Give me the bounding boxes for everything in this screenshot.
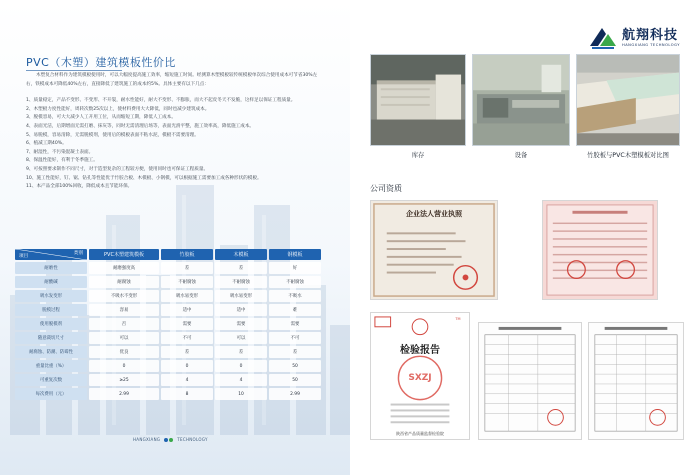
license-certificate-image (542, 200, 658, 300)
row-label: 每次费用（元） (15, 388, 87, 400)
table-cell: 需要 (269, 318, 321, 330)
table-row (15, 304, 321, 316)
photo-caption: 设备 (514, 152, 528, 159)
report-page-image (478, 322, 582, 440)
company-logo (588, 26, 680, 50)
row-label: 随意裁切尺寸 (15, 332, 87, 344)
table-cell: 适中 (161, 304, 213, 316)
table-cell: 适中 (215, 304, 267, 316)
row-label: 耐磨性 (15, 262, 87, 274)
table-cell: 不耐腐蚀 (161, 276, 213, 288)
table-row (15, 388, 321, 400)
row-label: 耐酸碱 (15, 276, 87, 288)
list-item: 4、表面光洁，后期增面无需打磨、抹灰等，同时无需清理后场等，表面光滑平整，施工效率高，降低施工成本。 (26, 123, 255, 129)
table-cell: 不吸水 (269, 290, 321, 302)
table-row (15, 374, 321, 386)
logo-subtitle: HANGXIANG TECHNOLOGY (622, 43, 680, 47)
row-label: 可重复次数 (15, 374, 87, 386)
business-license-image (370, 200, 498, 300)
row-label: 吸水发变形 (15, 290, 87, 302)
table-cell: 4 (215, 374, 267, 386)
table-cell: 0 (89, 360, 159, 372)
row-label: 重量比重（%） (15, 360, 87, 372)
column-header: 竹胶板 (161, 249, 213, 260)
table-cell: 耐腐蚀 (89, 276, 159, 288)
table-cell: 优良 (89, 346, 159, 358)
table-cell: 不吸水不变形 (89, 290, 159, 302)
table-row (15, 360, 321, 372)
table-cell: 否 (89, 318, 159, 330)
equipment-photo (472, 54, 570, 146)
inspection-report-image (370, 312, 470, 440)
table-cell: 好 (269, 262, 321, 274)
logo-mark-icon (588, 26, 618, 50)
section-title: 公司资质 (370, 184, 402, 193)
table-cell: 不可 (161, 332, 213, 344)
table-cell: 可以 (215, 332, 267, 344)
page-title: PVC（木塑）建筑模板性价比 (26, 56, 176, 69)
footer-brand (133, 437, 208, 442)
table-cell: 差 (161, 262, 213, 274)
table-cell: ≥25 (89, 374, 159, 386)
table-cell: 吸水易变形 (215, 290, 267, 302)
footer-brand-left: HANGXIANG (133, 437, 161, 442)
corner-item-label: 项目 (19, 254, 29, 259)
table-cell: 差 (215, 262, 267, 274)
table-cell: 需要 (161, 318, 213, 330)
table-cell: 吸水易变形 (161, 290, 213, 302)
table-row (15, 318, 321, 330)
row-label: 使用脱模剂 (15, 318, 87, 330)
table-cell: 2.99 (89, 388, 159, 400)
list-item: 10、施工性能好，钉、锯、钻孔等性能优于竹胶合板、木模板、小钢模，可以根据施工需要加工成各种形状的模板。 (26, 175, 262, 181)
table-cell: 差 (269, 346, 321, 358)
logo-name: 航翔科技 (622, 28, 679, 43)
list-item: 5、易脱模，容易清除，无需脱模剂，使用后的模板表面不粘水泥，模板不需要清理。 (26, 132, 199, 138)
row-label: 耐腐蚀、防潮、防霉性 (15, 346, 87, 358)
photo-caption: 库存 (411, 152, 425, 159)
table-header-row (15, 249, 321, 260)
table-cell: 差 (215, 346, 267, 358)
table-cell: 50 (269, 374, 321, 386)
table-cell: 需要 (215, 318, 267, 330)
table-cell: 0 (215, 360, 267, 372)
table-cell: 难 (269, 304, 321, 316)
license-title: 企业法人营业执照 (406, 210, 462, 218)
list-item: 8、保温性能好，有利于冬季施工。 (26, 158, 98, 164)
row-label: 脱模过程 (15, 304, 87, 316)
list-item: 6、植减工期40%。 (26, 141, 67, 147)
table-corner-cell (15, 249, 87, 260)
column-header: PVC木塑建筑模板 (89, 249, 159, 260)
table-cell: 容易 (89, 304, 159, 316)
table-cell: 不耐腐蚀 (269, 276, 321, 288)
column-header: 木模板 (215, 249, 267, 260)
list-item: 1、质量稳定，产品不变形、不变形、不开裂，耐水性能好，耐大不变形、不膨胀，而大不起皮冬天不发脆，这样足以保证工程质量。 (26, 98, 296, 103)
right-page (350, 0, 700, 475)
table-cell: 50 (269, 360, 321, 372)
table-cell: 可以 (89, 332, 159, 344)
table-cell: 10 (215, 388, 267, 400)
table-row (15, 262, 321, 274)
list-item: 11、本产品全部100%回收，降低成本且节能环保。 (26, 184, 133, 190)
photo-caption: 竹胶板与PVC木塑模板对比图 (587, 152, 669, 159)
brand-dots-icon (164, 438, 173, 442)
table-row (15, 276, 321, 288)
table-row (15, 332, 321, 344)
intro-paragraph: 木塑复合材料作为建筑模板使用时，可以大幅度提高施工效率，缩短施工时间。经测算木塑模板较传统模板单次综合使用成本可节省30%左右，铁模成本可降低40%左右，直接降低了建筑施工的成本约5%。具体主要有以下几点： (26, 73, 318, 87)
feature-list (26, 97, 326, 192)
table-cell: 8 (161, 388, 213, 400)
list-item: 9、可按照要求制作不同尺寸，对于造型复杂的工程较方便，使用同时也可保证工程质量。 (26, 167, 209, 172)
table-cell: 差 (161, 346, 213, 358)
report-mark: SXZJ (408, 373, 432, 383)
warehouse-photo (370, 54, 466, 146)
table-cell: 0 (161, 360, 213, 372)
column-header: 钢模板 (269, 249, 321, 260)
comparison-photo (576, 54, 680, 146)
tm-mark: TM (455, 317, 461, 321)
corner-category-label: 类别 (73, 251, 83, 256)
list-item: 7、耐湿性，不污染混凝土表面。 (26, 149, 94, 155)
table-cell: 耐磨强度高 (89, 262, 159, 274)
footer-brand-right: TECHNOLOGY (177, 437, 208, 442)
table-cell: 2.99 (269, 388, 321, 400)
title-underline (26, 70, 122, 71)
table-cell: 不可 (269, 332, 321, 344)
table-row (15, 346, 321, 358)
report-org: 陕西省产品质量监督检验院 (396, 431, 444, 436)
table-row (15, 290, 321, 302)
table-cell: 不耐腐蚀 (215, 276, 267, 288)
report-title: 检验报告 (400, 345, 440, 356)
list-item: 2、木塑板力度性能好，周转次数25次以上，使材料费用大大降低，同时也减少建筑成本。 (26, 106, 210, 112)
list-item: 3、脱模容易，可大大减少人工开用工位，从而缩短工期，降低人工成本。 (26, 115, 176, 121)
report-page-image (588, 322, 684, 440)
table-cell: 4 (161, 374, 213, 386)
comparison-table (13, 247, 323, 402)
